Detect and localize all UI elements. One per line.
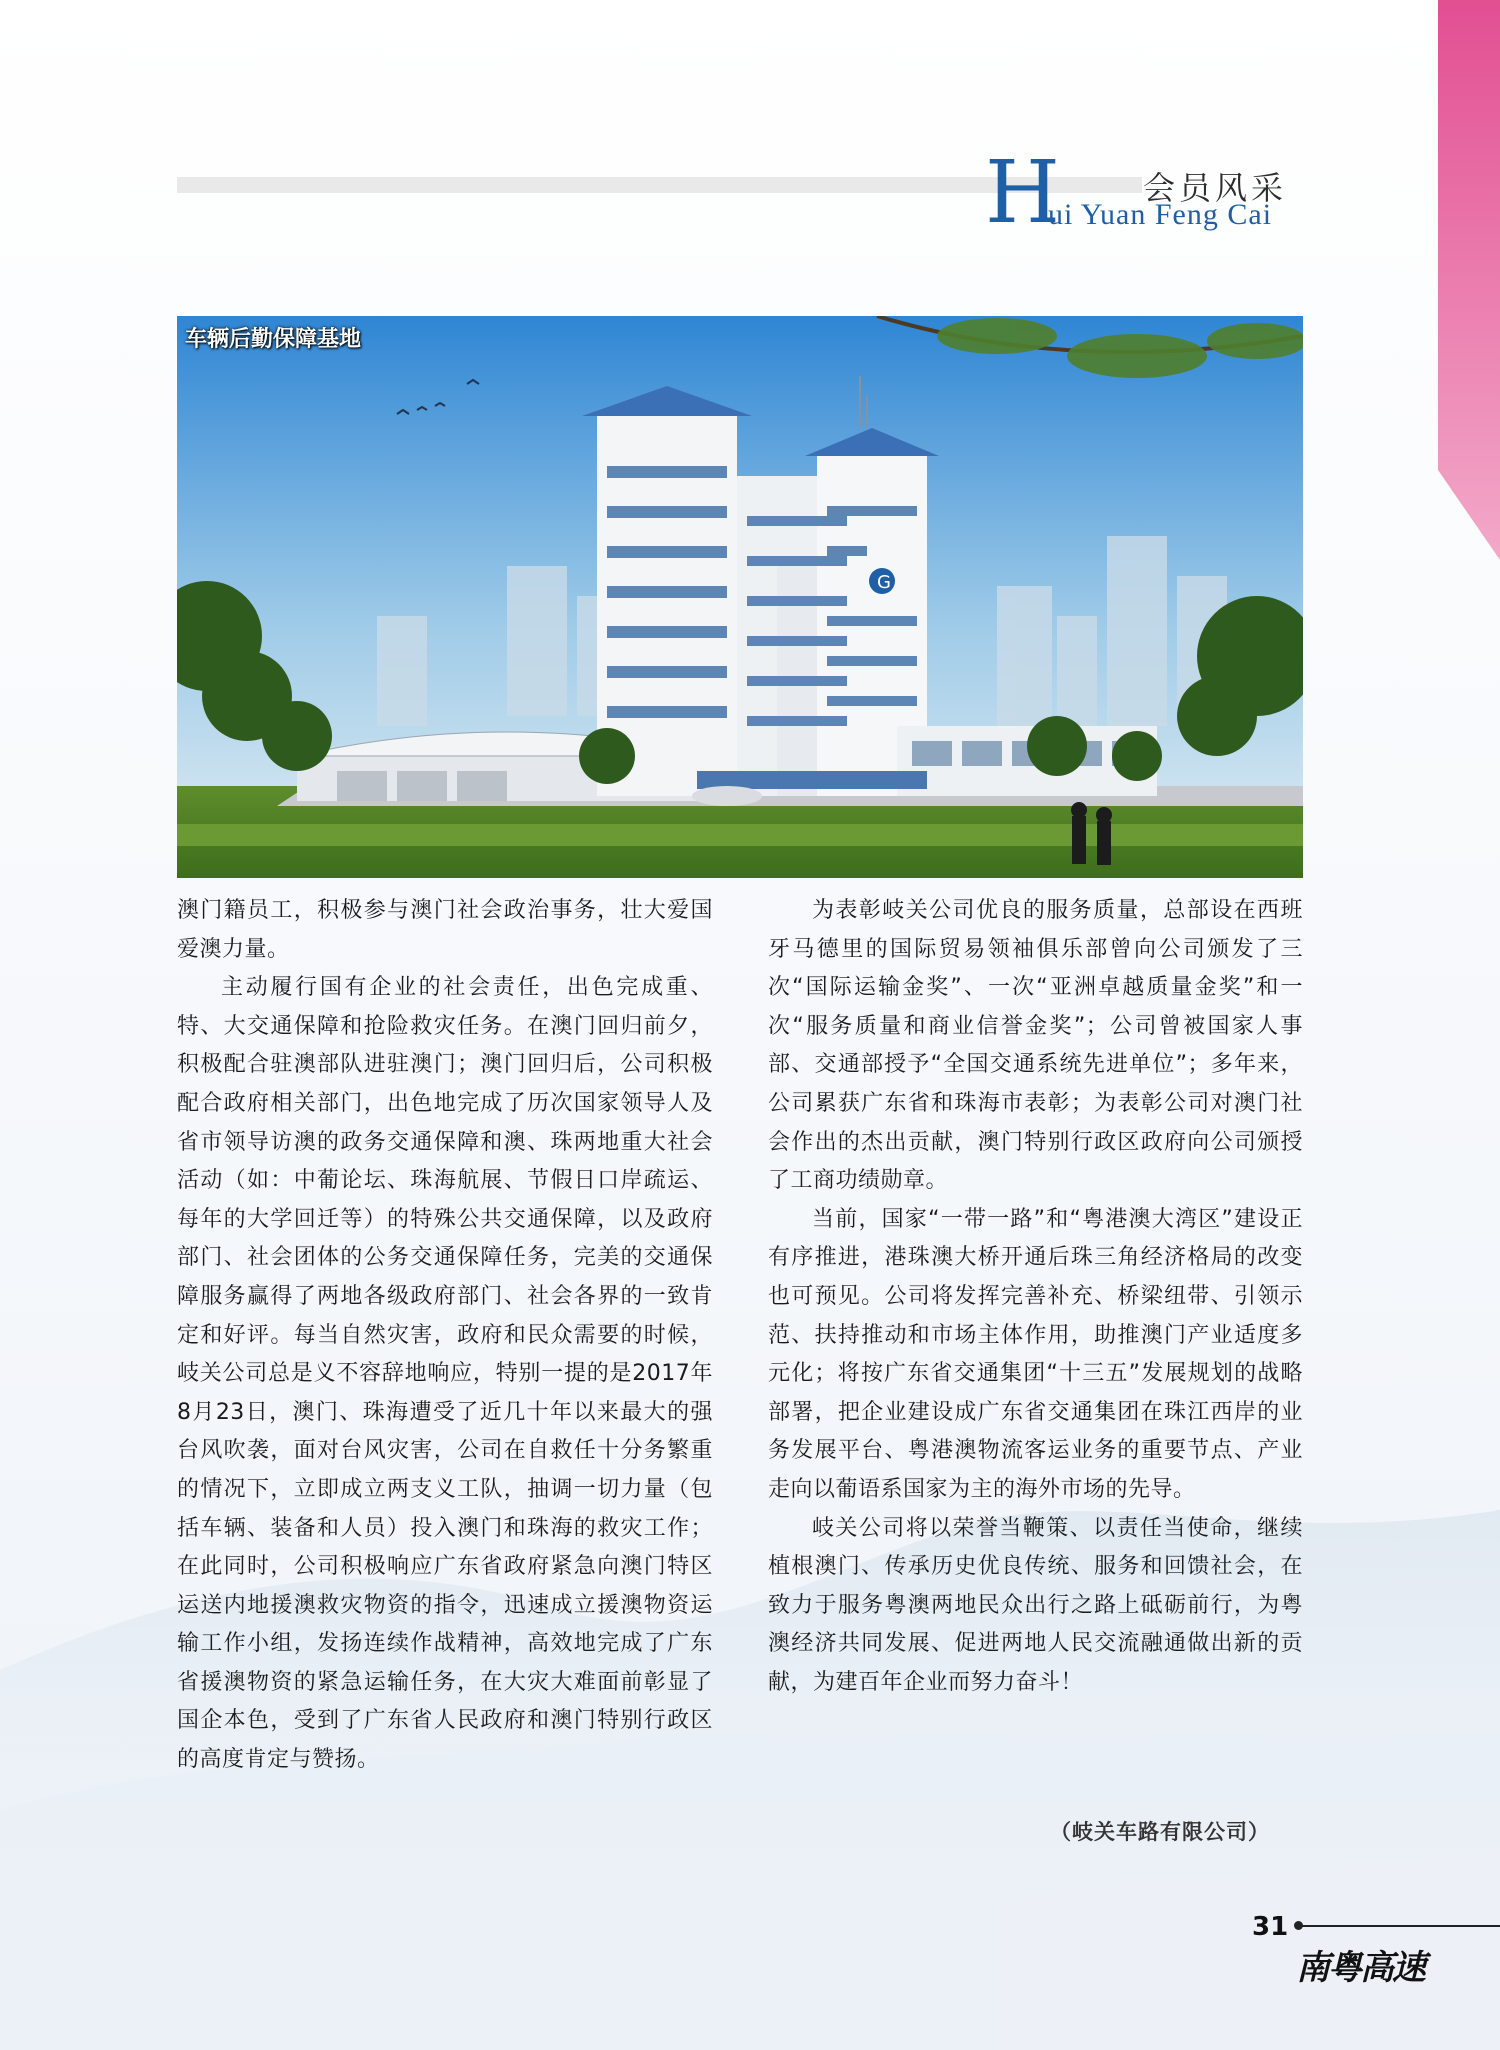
article-paragraph: 为表彰岐关公司优良的服务质量，总部设在西班牙马德里的国际贸易领袖俱乐部曾向公司颁发了三次“国际运输金奖”、一次“亚洲卓越质量金奖”和一次“服务质量和商业信誉金奖”；公司曾被国家人事部、交通部授予“全国交通系统先进单位”；多年来，公司累获广东省和珠海市表彰；为表彰公司对澳门社会作出的杰出贡献，澳门特别行政区政府向公司颁授了工商功绩勋章。 [768,898,1303,1194]
section-tab-decoration [1438,0,1500,560]
header-initial: H [985,143,1060,243]
article-column-left [177,892,713,1780]
article-paragraph: 主动履行国有企业的社会责任，出色完成重、特、大交通保障和抢险救灾任务。在澳门回归前夕，积极配合驻澳部队进驻澳门；澳门回归后，公司积极配合政府相关部门，出色地完成了历次国家领导人及省市领导访澳的政务交通保障和澳、珠两地重大社会活动（如：中葡论坛、珠海航展、节假日口岸疏运、每年的大学回迁等）的特殊公共交通保障，以及政府部门、社会团体的公务交通保障任务，完美的交通保障服务赢得了两地各级政府部门、社会各界的一致肯定和好评。每当自然灾害，政府和民众需要的时候，岐关公司总是义不容辞地响应，特别一提的是2017年8月23日，澳门、珠海遭受了近几十年以来最大的强台风吹袭，面对台风灾害，公司在自救任十分务繁重的情况下，立即成立两支义工队，抽调一切力量（包括车辆、装备和人员）投入澳门和珠海的救灾工作；在此同时，公司积极响应广东省政府紧急向澳门特区运送内地援澳救灾物资的指令，迅速成立援澳物资运输工作小组，发扬连续作战精神，高效地完成了广东省援澳物资的紧急运输任务，在大灾大难面前彰显了国企本色，受到了广东省人民政府和澳门特别行政区的高度肯定与赞扬。 [177,975,713,1773]
section-title: 会员风采 [1143,169,1288,207]
magazine-logo: 南粤高速 [1296,1948,1424,1988]
article-paragraph: 当前，国家“一带一路”和“粤港澳大湾区”建设正有序推进，港珠澳大桥开通后珠三角经济格局的改变也可预见。公司将发挥完善补充、桥梁纽带、引领示范、扶持推动和市场主体作用，助推澳门产业适度多元化；将按广东省交通集团“十三五”发展规划的战略部署，把企业建设成广东省交通集团在珠江西岸的业务发展平台、粤港澳物流客运业务的重要节点、产业走向以葡语系国家为主的海外市场的先导。 [768,1206,1303,1502]
article-paragraph: 岐关公司将以荣誉当鞭策、以责任当使命，继续植根澳门、传承历史优良传统、服务和回馈社会，在致力于服务粤澳两地民众出行之路上砥砺前行，为粤澳经济共同发展、促进两地人民交流融通做出新的贡献，为建百年企业而努力奋斗！ [768,1515,1303,1695]
article-signature: （岐关车路有限公司） [1050,1820,1270,1844]
page-number: 31 [1252,1912,1289,1942]
photo-caption: 车辆后勤保障基地 [185,327,362,352]
page-rule [1298,1925,1500,1927]
article-paragraph: 澳门籍员工，积极参与澳门社会政治事务，壮大爱国爱澳力量。 [177,898,713,962]
building-photo [177,316,1303,878]
section-title-pinyin: ui Yuan Feng Cai [1048,198,1273,231]
article-column-right [768,892,1303,1702]
building-illustration [177,316,1303,878]
building-sign: G [877,572,891,593]
